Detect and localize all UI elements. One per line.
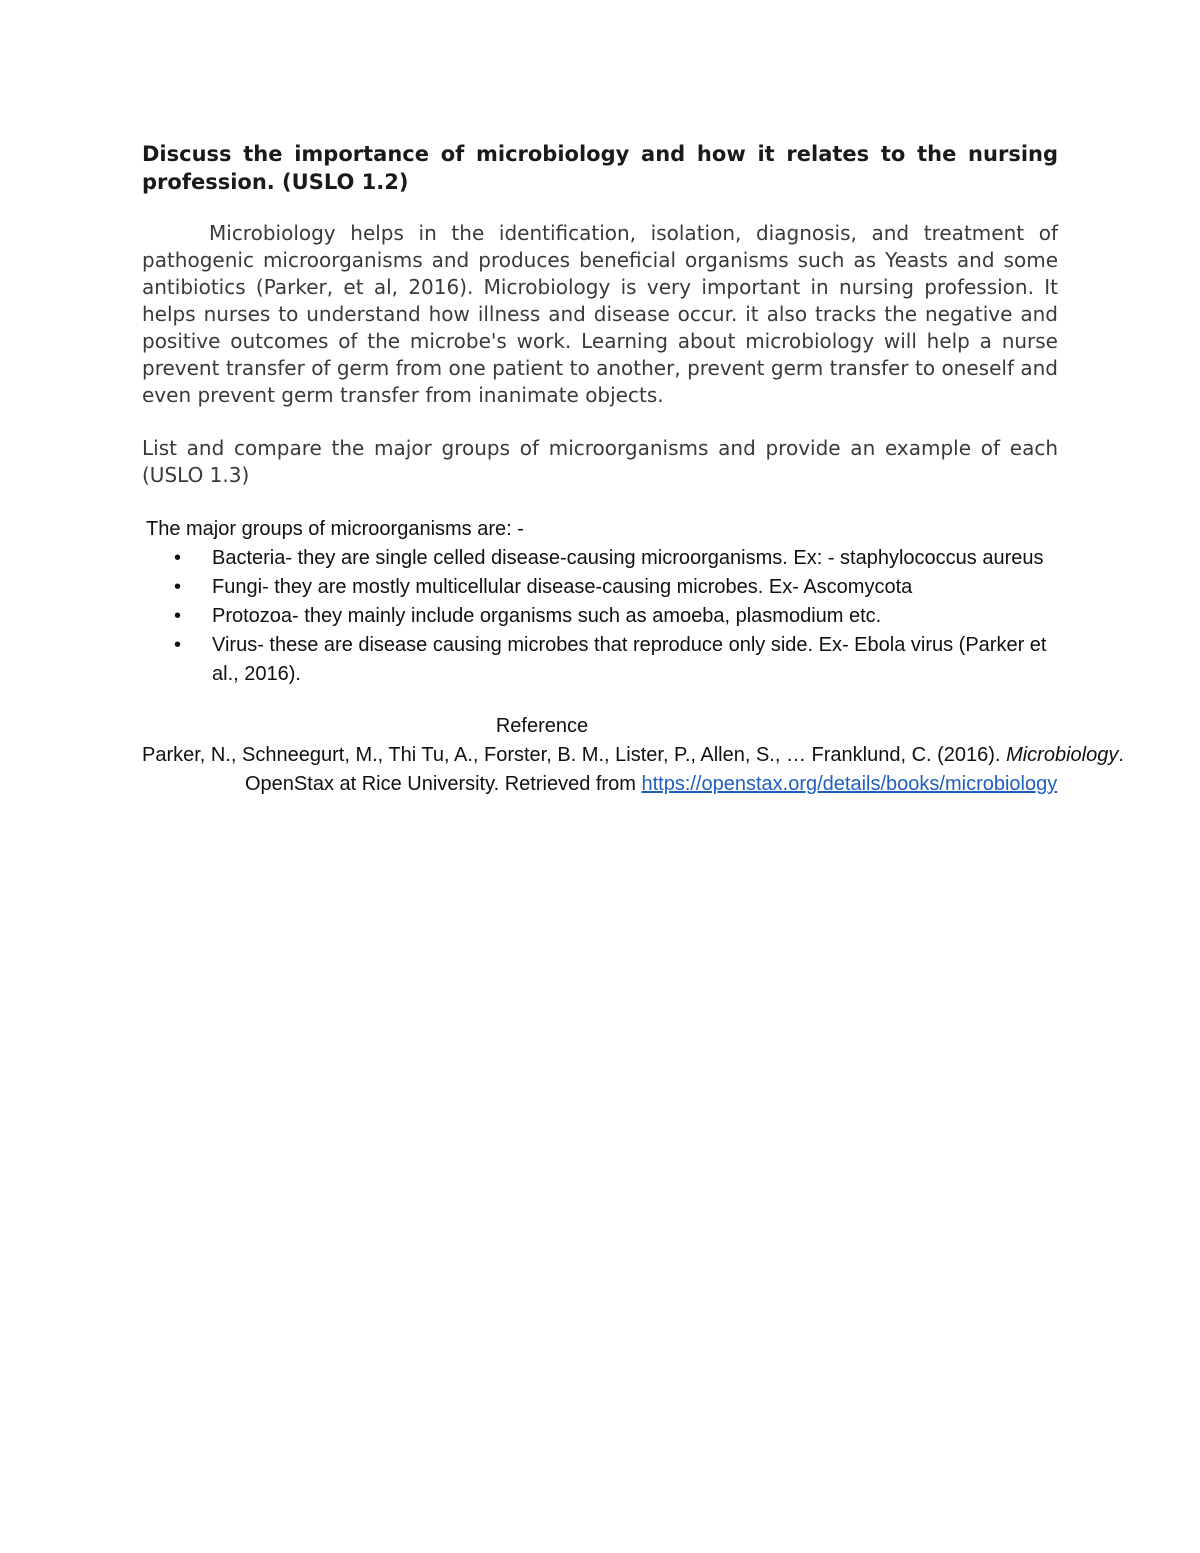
list-item-virus [142,631,1058,689]
bullet-icon: • [174,547,182,569]
bullet-icon: • [174,634,182,656]
question-heading: Discuss the importance of microbiology and how it relates to the nursing profession. (USLO 1.2) [142,142,1058,194]
reference-link[interactable]: https://openstax.org/details/books/microbiology [641,773,1058,795]
list-item-text: Fungi- they are mostly multicellular disease-causing microbes. Ex- Ascomycota [212,576,913,598]
bullet-icon: • [174,576,182,598]
second-question: List and compare the major groups of microorganisms and provide an example of each (USLO 1.3) [142,436,1058,487]
reference-authors: Parker, N., Schneegurt, M., Thi Tu, A., Forster, B. M., Lister, P., Allen, S., … Franklund, C. (2016). [142,744,1001,766]
list-item-text: Bacteria- they are single celled disease-causing microorganisms. Ex: - staphylococcus aureus [212,547,1044,569]
reference-book-title: Microbiology [1006,744,1119,766]
list-item-fungi [142,573,1058,602]
reference-publisher: . OpenStax at Rice University. Retrieved from [245,744,1124,795]
reference-entry [142,741,1161,799]
list-item-bacteria [142,544,1058,573]
microorganism-groups-list [142,544,1058,689]
list-item-text: Protozoa- they mainly include organisms such as amoeba, plasmodium etc. [212,605,882,627]
bullet-icon: • [174,605,182,627]
document-body [142,140,1124,799]
answer-paragraph: Microbiology helps in the identification, isolation, diagnosis, and treatment of pathogenic microorganisms and produces beneficial organisms such as Yeasts and some antibiotics (Parker, et al, 2016). Microbiology is very important in nursing profession. It helps nurses to understand how illness and disease occur. it also tracks the negative and positive outcomes of the microbe's work. Learning about microbiology will help a nurse prevent transfer of germ from one patient to another, prevent germ transfer to oneself and even prevent germ transfer from inanimate objects. [142,221,1058,407]
list-item-text: Virus- these are disease causing microbes that reproduce only side. Ex- Ebola virus (Parker et al., 2016). [212,634,1047,685]
groups-intro: The major groups of microorganisms are: - [146,518,524,540]
list-item-protozoa [142,602,1058,631]
reference-title: Reference [495,715,589,737]
